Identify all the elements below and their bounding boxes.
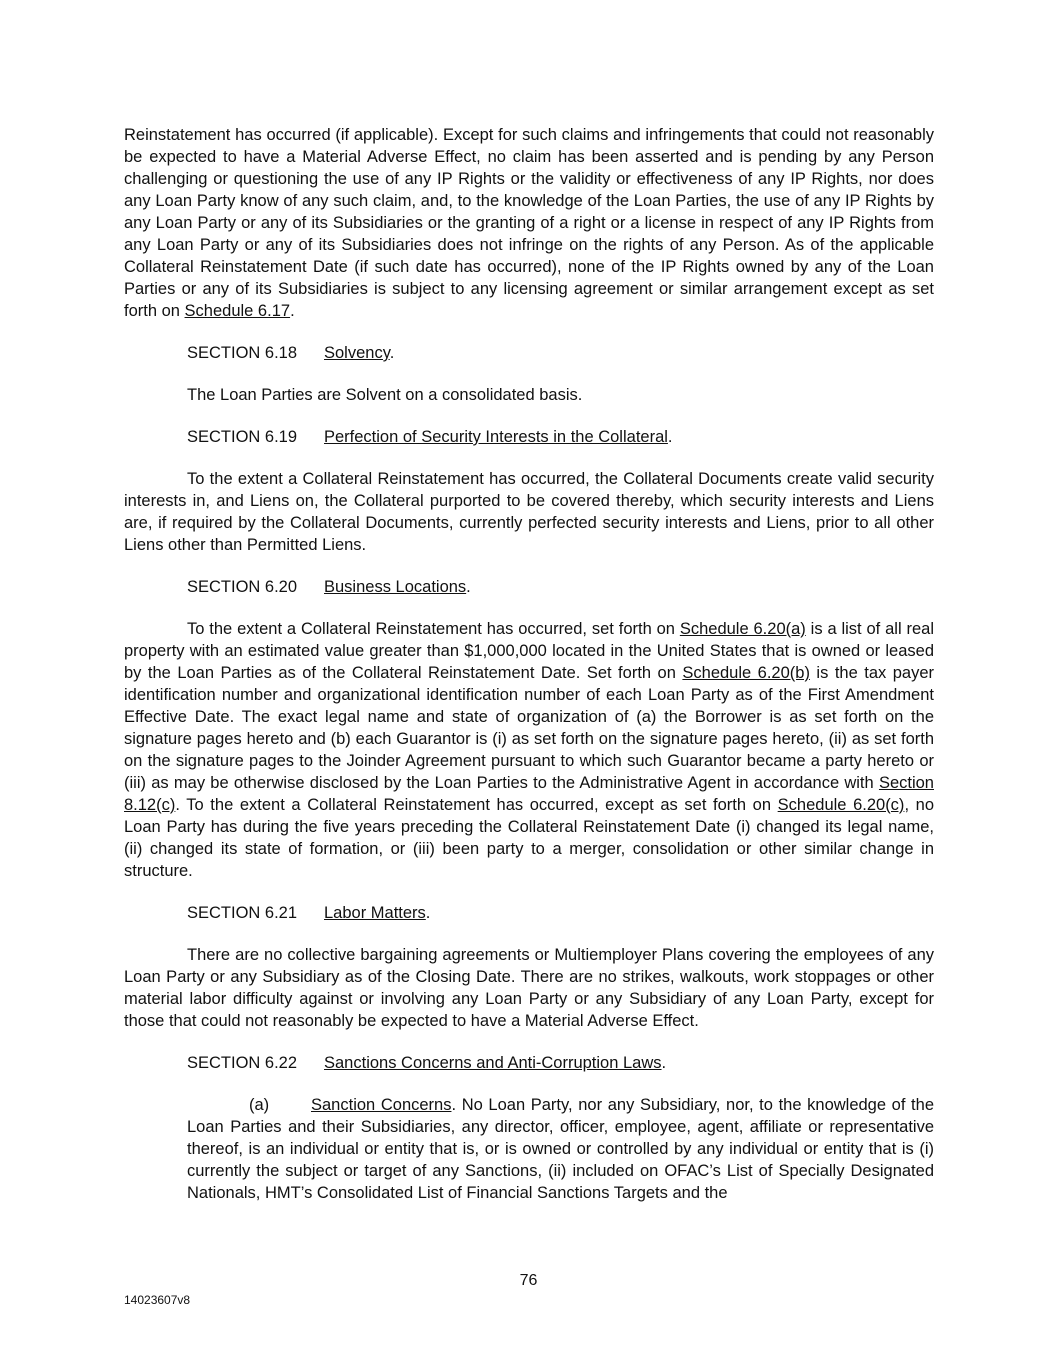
section-6-19-heading <box>187 426 934 448</box>
section-6-22-heading <box>187 1052 934 1074</box>
text-run: . No Loan Party, nor any Subsidiary, nor, to the knowledge of the Loan Parties and their Subsidiaries, any director, officer, employee, agent, affiliate or representative thereof, is an individual or entity that is, or is owned or controlled by any individual or entity that is (i) currently the subject or target of any Sanctions, (ii) included on OFAC’s List of Specially Designated Nationals, HMT’s Consolidated List of Financial Sanctions Targets and the <box>187 1096 934 1202</box>
document-body <box>124 124 934 1224</box>
text-run: . To the extent a Collateral Reinstatement has occurred, except as set forth on <box>175 796 778 814</box>
section-6-18-heading <box>187 342 934 364</box>
text-run: To the extent a Collateral Reinstatement has occurred, set forth on <box>187 620 680 638</box>
clause-title: Sanction Concerns <box>311 1096 452 1114</box>
page-number: 76 <box>519 1272 538 1289</box>
text-run: , no Loan Party has during the five years preceding the Collateral Reinstatement Date (i) changed its legal name, (ii) changed its state of formation, or (iii) been party to a merger, consolidation or other similar change in structure. <box>124 796 934 880</box>
section-number: SECTION 6.18 <box>187 344 298 362</box>
document-id: 14023607v8 <box>124 1293 191 1307</box>
text-run: . <box>389 344 395 362</box>
schedule-6-20c-ref: Schedule 6.20(c) <box>777 796 905 814</box>
section-number: SECTION 6.19 <box>187 428 298 446</box>
sanction-concerns-paragraph <box>187 1094 934 1204</box>
section-title: Perfection of Security Interests in the Collateral <box>324 428 668 446</box>
text-run: . <box>667 428 673 446</box>
solvency-paragraph: The Loan Parties are Solvent on a consolidated basis. <box>187 386 583 404</box>
text-run: is a list of all real property with an estimated value greater than $1,000,000 located in the United States that is owned or leased by the Loan Parties as of the Collateral Reinstatement Date. Set forth on <box>124 620 935 682</box>
text-run: Reinstatement has occurred (if applicable). Except for such claims and infringements that could not reasonably be expected to have a Material Adverse Effect, no claim has been asserted and is pending by any Person challenging or questioning the use of any IP Rights or the validity or effectiveness of any IP Rights, nor does any Loan Party know of any such claim, and, to the knowledge of the Loan Parties, the use of any IP Rights by any Loan Party or any of its Subsidiaries or the granting of a right or a license in respect of any IP Rights from any Loan Party or any of its Subsidiaries does not infringe on the rights of any Person. As of the applicable Collateral Reinstatement Date (if such date has occurred), none of the IP Rights owned by any of the Loan Parties or any of its Subsidiaries is subject to any licensing agreement or similar arrangement except as set forth on <box>124 126 934 320</box>
schedule-6-20a-ref: Schedule 6.20(a) <box>679 620 806 638</box>
ip-rights-paragraph <box>124 124 934 322</box>
text-run: . <box>290 302 295 320</box>
labor-matters-paragraph: There are no collective bargaining agreements or Multiemployer Plans covering the employees of any Loan Party or any Subsidiary as of the Closing Date. There are no strikes, walkouts, work stoppages or other material labor difficulty against or involving any Loan Party or any Subsidiary of any Loan Party, except for those that could not reasonably be expected to have a Material Adverse Effect. <box>124 946 934 1030</box>
section-6-21-heading <box>187 902 934 924</box>
section-number: SECTION 6.21 <box>187 904 298 922</box>
perfection-paragraph: To the extent a Collateral Reinstatement has occurred, the Collateral Documents create valid security interests in, and Liens on, the Collateral purported to be covered thereby, which security interests and Liens are, if required by the Collateral Documents, currently perfected security interests and Liens, prior to all other Liens other than Permitted Liens. <box>124 470 934 554</box>
section-6-20-heading <box>187 576 934 598</box>
schedule-6-17-ref: Schedule 6.17 <box>184 302 291 320</box>
text-run: . <box>466 578 471 596</box>
section-title: Business Locations <box>324 578 467 596</box>
text-run: . <box>661 1054 667 1072</box>
section-title: Sanctions Concerns and Anti-Corruption Laws <box>324 1054 662 1072</box>
section-title: Solvency <box>324 344 390 362</box>
clause-number: (a) <box>249 1096 270 1114</box>
section-8-12c-ref: Section 8.12(c) <box>124 774 934 814</box>
section-title: Labor Matters <box>324 904 426 922</box>
section-number: SECTION 6.20 <box>187 578 298 596</box>
business-locations-paragraph <box>124 618 934 882</box>
text-run: is the tax payer identification number and organizational identification number of each Loan Party as of the First Amendment Effective Date. The exact legal name and state of organization of (a) the Borrower is as set forth on the signature pages hereto and (b) each Guarantor is (i) as set forth on the signature pages hereto, (ii) as set forth on the signature pages to the Joinder Agreement pursuant to which such Guarantor became a party hereto or (iii) as may be otherwise disclosed by the Loan Parties to the Administrative Agent in accordance with <box>124 664 934 792</box>
text-run: . <box>425 904 431 922</box>
schedule-6-20b-ref: Schedule 6.20(b) <box>682 664 810 682</box>
section-number: SECTION 6.22 <box>187 1054 298 1072</box>
